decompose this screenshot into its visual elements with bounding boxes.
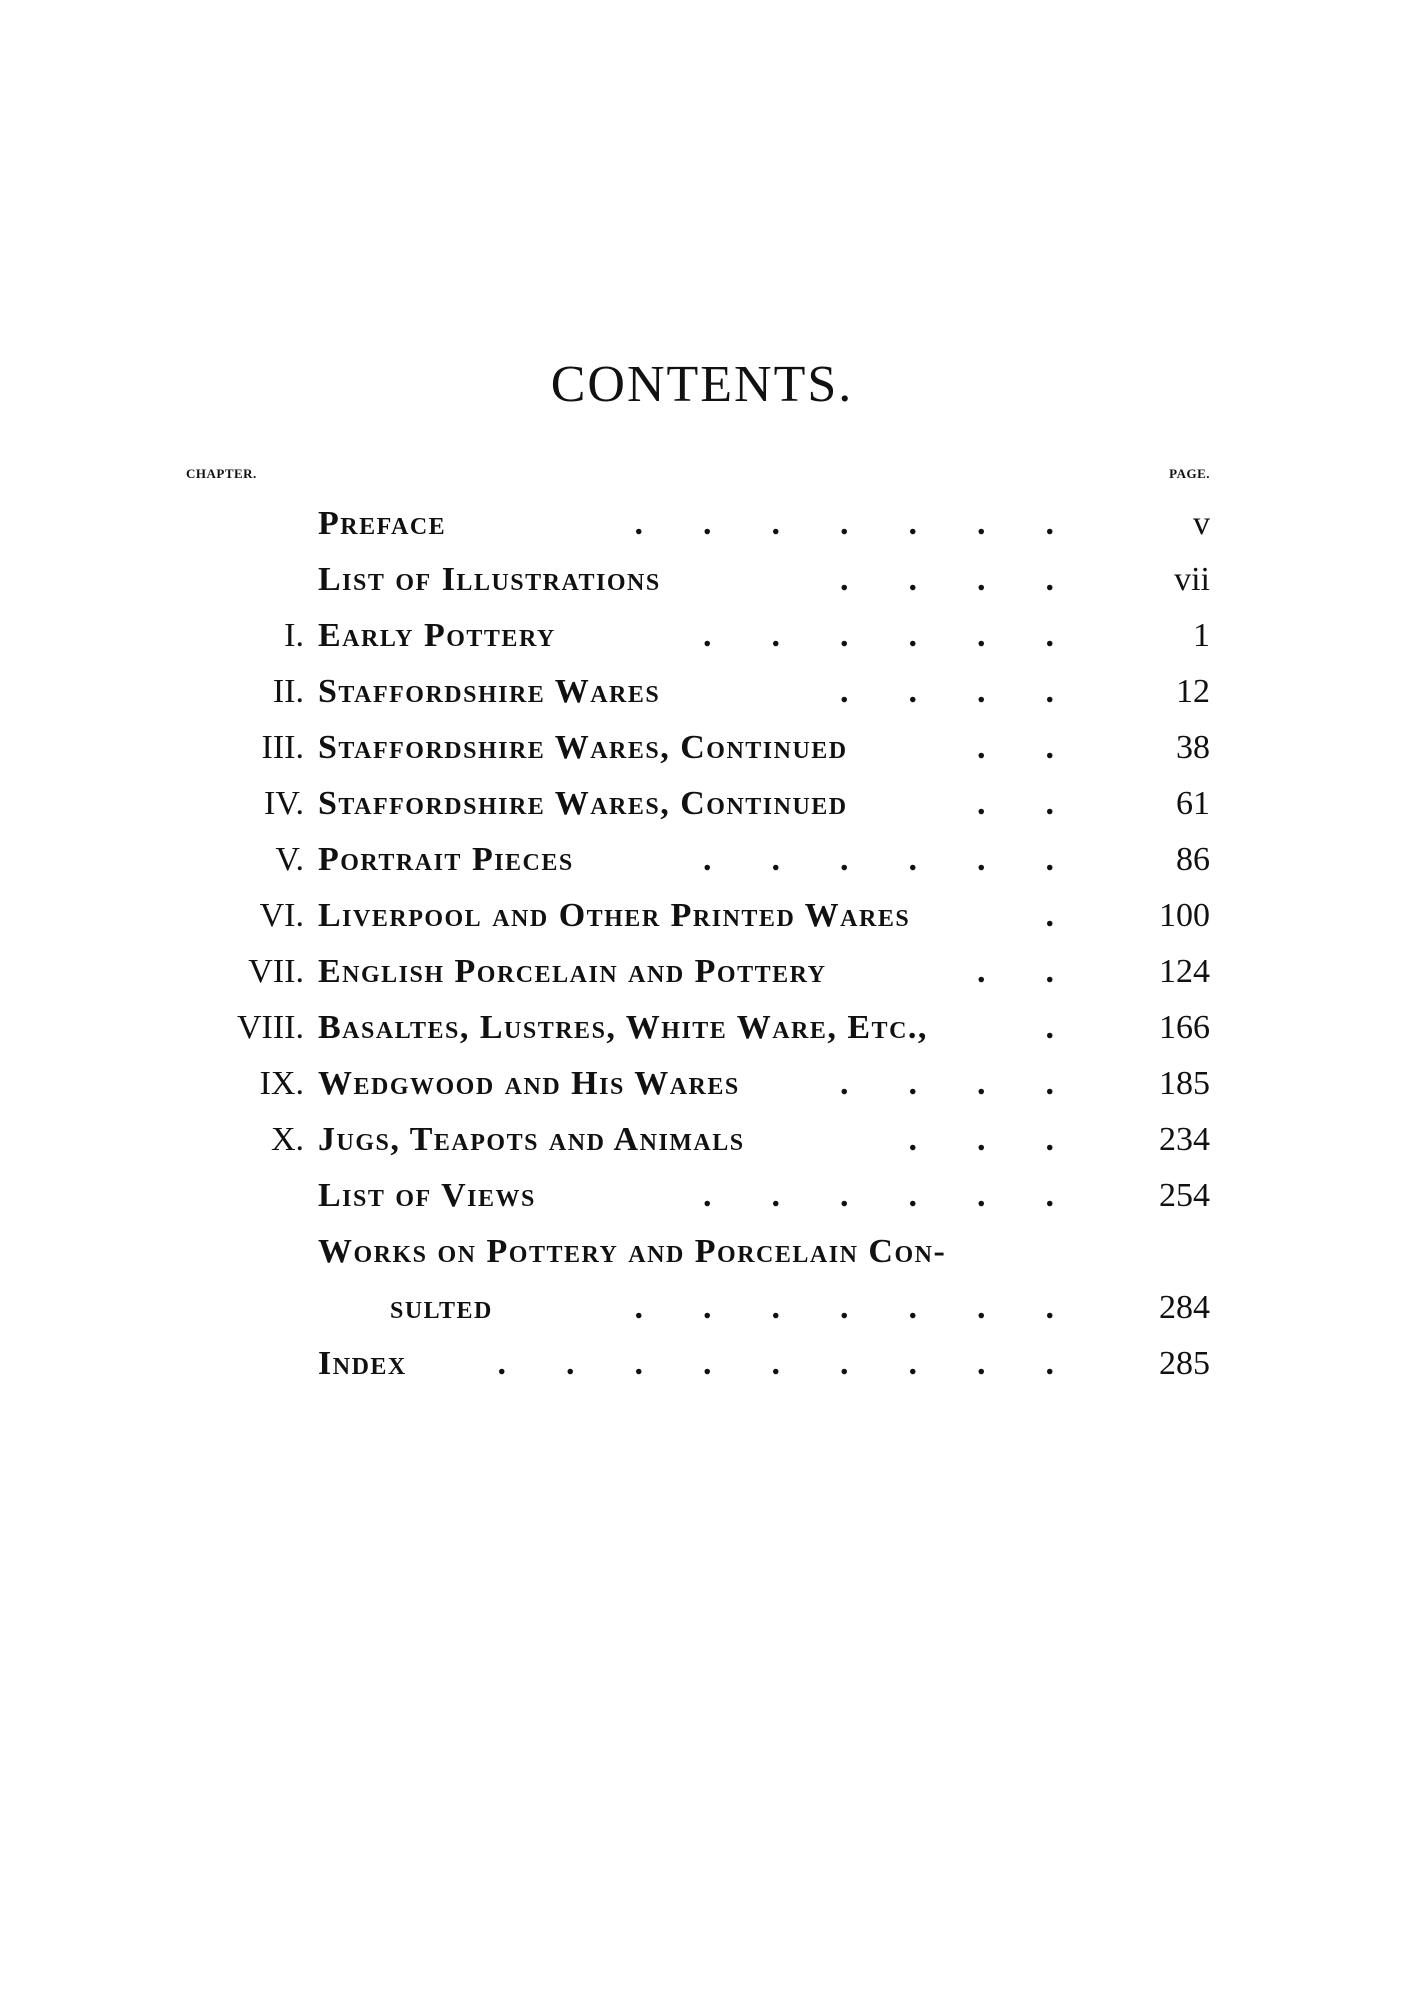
chapter-number: VI. [259,897,304,934]
toc-entry-chapter-4[interactable] [180,776,1210,832]
leader-dots: .... [840,1065,1114,1102]
toc-entry-chapter-2[interactable] [180,664,1210,720]
chapter-title: English Porcelain and Pottery [318,953,827,990]
page-number: 38 [1176,729,1210,766]
toc-entry-works-consulted[interactable] [180,1224,1210,1280]
chapter-title: Basaltes, Lustres, White Ware, Etc., [318,1009,928,1046]
leader-dots: ...... [703,1177,1114,1214]
chapter-title: Wedgwood and His Wares [318,1065,740,1102]
toc-entry-chapter-7[interactable] [180,944,1210,1000]
leader-dots: .. [977,785,1114,822]
chapter-number: X. [270,1121,304,1158]
page-number: 284 [1159,1289,1210,1326]
chapter-title: Staffordshire Wares, Continued [318,785,848,822]
leader-dots: ......... [497,1345,1114,1382]
page-column-heading: PAGE. [1169,466,1210,481]
toc-entry-preface[interactable] [180,496,1210,552]
page-number: 285 [1159,1345,1210,1382]
leader-dots: . [1045,897,1114,934]
chapter-number: VII. [248,953,304,990]
chapter-number: I. [284,617,304,654]
page-number: vii [1174,561,1210,598]
toc-entry-chapter-8[interactable] [180,1000,1210,1056]
chapter-number: III. [261,729,304,766]
toc-entry-chapter-6[interactable] [180,888,1210,944]
chapter-title: Works on Pottery and Porcelain Con- [318,1233,947,1270]
leader-dots: .. [977,953,1114,990]
chapter-title: List of Views [318,1177,536,1214]
leader-dots: .... [840,561,1114,598]
chapter-title: Jugs, Teapots and Animals [318,1121,745,1158]
leader-dots: .. [977,729,1114,766]
table-of-contents [180,496,1210,1392]
page-number: 12 [1176,673,1210,710]
chapter-title: Portrait Pieces [318,841,574,878]
page-number: 166 [1159,1009,1210,1046]
toc-entry-list-of-views[interactable] [180,1168,1210,1224]
chapter-number: VIII. [236,1009,304,1046]
leader-dots: ... [908,1121,1114,1158]
page-number: 124 [1159,953,1210,990]
toc-entry-chapter-3[interactable] [180,720,1210,776]
leader-dots: .... [840,673,1114,710]
page-number: 185 [1159,1065,1210,1102]
chapter-title: Early Pottery [318,617,556,654]
toc-entry-chapter-5[interactable] [180,832,1210,888]
leader-dots: ....... [634,1289,1114,1326]
page-number: 1 [1193,617,1210,654]
page-number: 234 [1159,1121,1210,1158]
page-number: 100 [1159,897,1210,934]
chapter-title: Index [318,1345,407,1382]
page-number: v [1193,505,1210,542]
chapter-column-heading: CHAPTER. [186,466,257,481]
chapter-number: IV. [264,785,304,822]
toc-entry-chapter-1[interactable] [180,608,1210,664]
page-number: 86 [1176,841,1210,878]
leader-dots: ...... [703,841,1114,878]
toc-entry-chapter-9[interactable] [180,1056,1210,1112]
chapter-number: II. [272,673,304,710]
toc-entry-works-consulted-continued[interactable] [180,1280,1210,1336]
chapter-number: IX. [259,1065,304,1102]
page-title: CONTENTS. [550,356,854,413]
leader-dots: ...... [703,617,1114,654]
chapter-title: List of Illustrations [318,561,661,598]
chapter-title: Preface [318,505,447,542]
toc-entry-index[interactable] [180,1336,1210,1392]
chapter-number: V. [275,841,304,878]
chapter-title: Staffordshire Wares [318,673,661,710]
toc-entry-chapter-10[interactable] [180,1112,1210,1168]
leader-dots: . [1045,1009,1114,1046]
page-number: 254 [1159,1177,1210,1214]
page-number: 61 [1176,785,1210,822]
chapter-title: Staffordshire Wares, Continued [318,729,848,766]
chapter-title: Liverpool and Other Printed Wares [318,897,911,934]
leader-dots: ....... [634,505,1114,542]
chapter-title: sulted [390,1289,493,1326]
toc-entry-list-of-illustrations[interactable] [180,552,1210,608]
